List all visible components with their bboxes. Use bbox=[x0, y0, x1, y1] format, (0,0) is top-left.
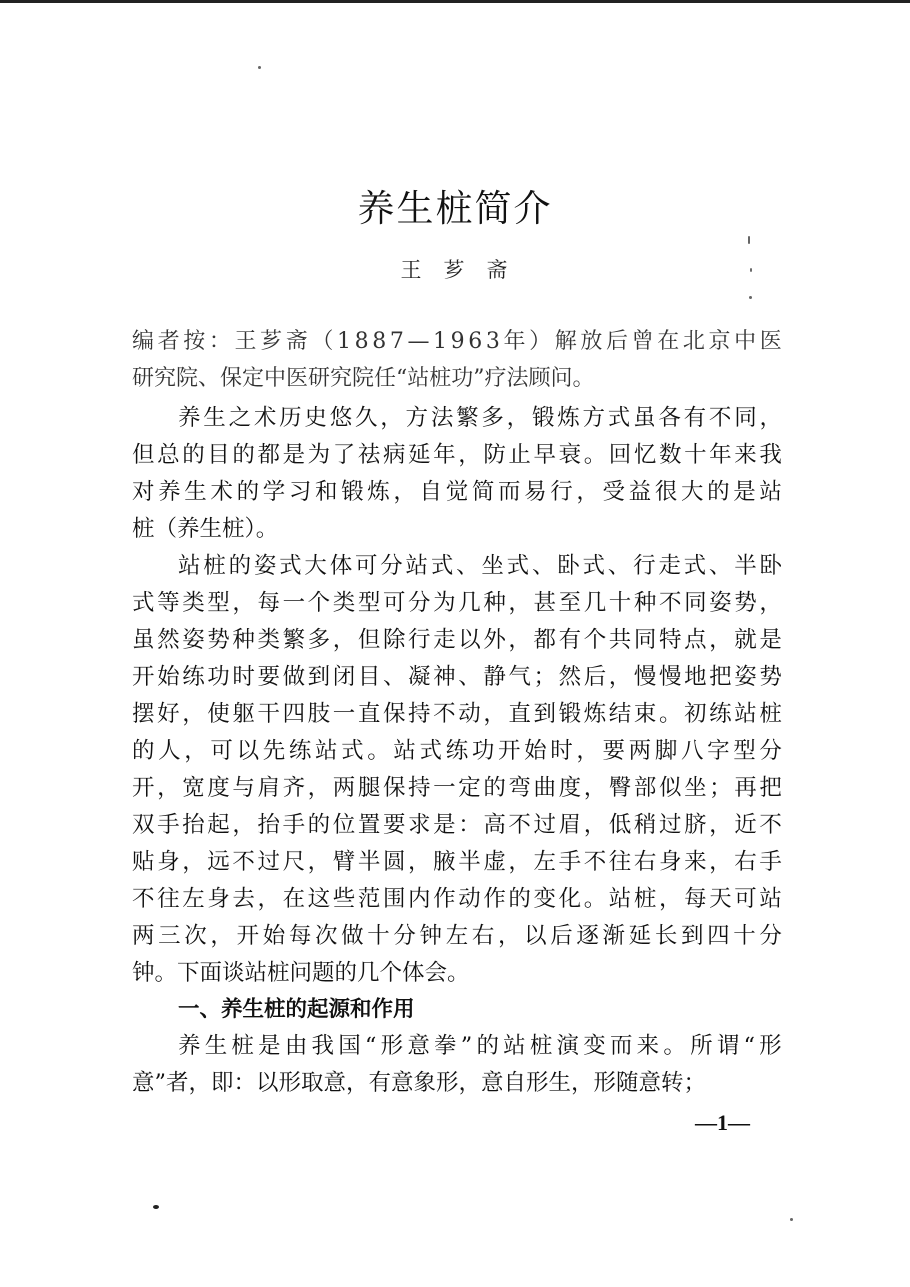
section-heading-block bbox=[132, 991, 782, 1028]
text-line: 式 等 类 型 ， 每 一 个 类 型 可 分 为 几 种 ， 甚 至 几 十 种 不 同 姿 势 ， bbox=[132, 590, 782, 616]
scan-speck bbox=[750, 268, 752, 272]
text-line: 意”者，即：以形取意，有意象形，意自形生，形随意转； bbox=[132, 1070, 707, 1096]
article-title: 养生桩简介 bbox=[357, 187, 553, 230]
text-line: 研究院、保定中医研究院任“站桩功”疗法顾问。 bbox=[132, 366, 595, 391]
text-line: 钟。下面谈站桩问题的几个体会。 bbox=[132, 960, 470, 986]
text-line: 对 养 生 术 的 学 习 和 锻 炼 ， 自 觉 简 而 易 行 ， 受 益 很 大 的 是 站 bbox=[132, 479, 782, 505]
text-line: 桩（养生桩）。 bbox=[132, 516, 279, 542]
text-line: 的 人 ， 可 以 先 练 站 式 。 站 式 练 功 开 始 时 ， 要 两 脚 八 字 型 分 bbox=[132, 738, 782, 764]
text-line: 不 往 左 身 去 ， 在 这 些 范 围 内 作 动 作 的 变 化 。 站 桩 ， 每 天 可 站 bbox=[132, 886, 782, 912]
scan-speck bbox=[749, 296, 752, 299]
text-line: 两 三 次 ， 开 始 每 次 做 十 分 钟 左 右 ， 以 后 逐 渐 延 长 到 四 十 分 bbox=[132, 923, 782, 949]
scan-speck bbox=[748, 236, 750, 244]
paragraph-2 bbox=[132, 548, 782, 992]
editor-note bbox=[132, 323, 782, 397]
top-border-rule bbox=[0, 0, 910, 3]
text-line: 养 生 之 术 历 史 悠 久 ， 方 法 繁 多 ， 锻 炼 方 式 虽 各 有 不 同 ， bbox=[178, 405, 782, 431]
scan-speck bbox=[790, 1218, 793, 1221]
author-name: 王芗斋 bbox=[400, 258, 530, 282]
paragraph-1 bbox=[132, 400, 782, 548]
text-line: 养 生 桩 是 由 我 国 “ 形 意 拳 ” 的 站 桩 演 变 而 来 。 所 谓 “ 形 bbox=[178, 1033, 782, 1059]
text-line: 但 总 的 目 的 都 是 为 了 祛 病 延 年 ， 防 止 早 衰 。 回 忆 数 十 年 来 我 bbox=[132, 442, 782, 468]
text-line: 站 桩 的 姿 式 大 体 可 分 站 式 、 坐 式 、 卧 式 、 行 走 式 、 半 卧 bbox=[178, 553, 782, 579]
page-number: —1— bbox=[695, 1110, 750, 1135]
text-line: 贴 身 ， 远 不 过 尺 ， 臂 半 圆 ， 腋 半 虚 ， 左 手 不 往 右 身 来 ， 右 手 bbox=[132, 849, 782, 875]
text-line: 虽 然 姿 势 种 类 繁 多 ， 但 除 行 走 以 外 ， 都 有 个 共 同 特 点 ， 就 是 bbox=[132, 627, 782, 653]
text-line: 编 者 按 ： 王 芗 斋 （ 1 8 8 7 — 1 9 6 3 年 ） 解 放 后 曾 在 北 京 中 医 bbox=[132, 329, 782, 354]
scan-speck bbox=[153, 1205, 159, 1209]
scan-speck bbox=[258, 66, 261, 69]
text-line: 开 ， 宽 度 与 肩 齐 ， 两 腿 保 持 一 定 的 弯 曲 度 ， 臀 部 似 坐 ； 再 把 bbox=[132, 775, 782, 801]
section-heading: 一、养生桩的起源和作用 bbox=[178, 997, 415, 1022]
text-line: 双 手 抬 起 ， 抬 手 的 位 置 要 求 是 ： 高 不 过 眉 ， 低 稍 过 脐 ， 近 不 bbox=[132, 812, 782, 838]
text-line: 摆 好 ， 使 躯 干 四 肢 一 直 保 持 不 动 ， 直 到 锻 炼 结 束 。 初 练 站 桩 bbox=[132, 701, 782, 727]
paragraph-3 bbox=[132, 1028, 782, 1102]
text-line: 开 始 练 功 时 要 做 到 闭 目 、 凝 神 、 静 气 ； 然 后 ， 慢 慢 地 把 姿 势 bbox=[132, 664, 782, 690]
